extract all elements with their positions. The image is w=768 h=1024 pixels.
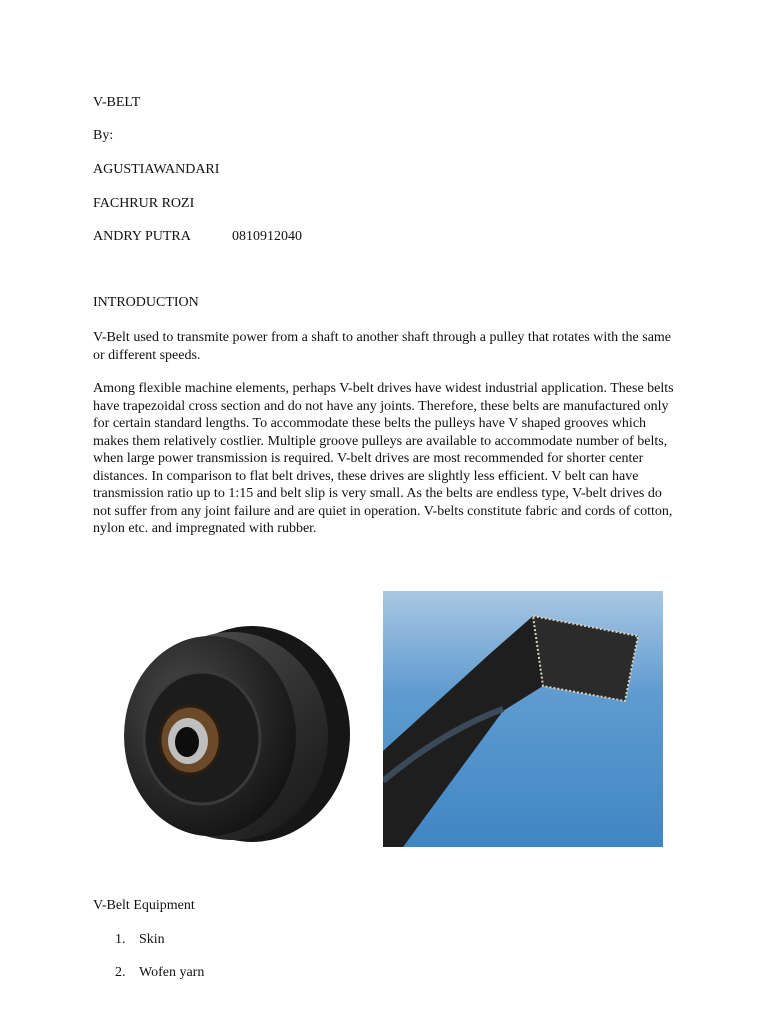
- author-name-1: AGUSTIAWANDARI: [93, 162, 220, 177]
- author-name-3: ANDRY PUTRA: [93, 229, 191, 244]
- equipment-heading: V-Belt Equipment: [93, 898, 195, 913]
- v-belt-image: [383, 591, 663, 847]
- list-label: Skin: [139, 932, 165, 947]
- pulley-image: [110, 608, 360, 848]
- intro-paragraph-1: V-Belt used to transmite power from a shaft to another shaft through a pulley that rotates with the same or different speeds.: [93, 330, 672, 363]
- author-name-2: FACHRUR ROZI: [93, 196, 195, 211]
- document-title: V-BELT: [93, 95, 141, 110]
- list-label: Wofen yarn: [139, 965, 205, 980]
- equipment-list-item: [115, 964, 204, 981]
- section-heading-introduction: INTRODUCTION: [93, 295, 199, 310]
- list-number: 2.: [115, 965, 126, 980]
- equipment-list-item: [115, 931, 165, 948]
- author-row-3: [93, 228, 493, 245]
- list-number: 1.: [115, 932, 126, 947]
- intro-paragraph-2: Among flexible machine elements, perhaps V-belt drives have widest industrial application. These belts have trapezoidal cross section and do not have any joints. Therefore, these belts are manufactured only for certain standard lengths. To accommodate these belts the pulleys have V shaped grooves which makes them relatively costlier. Multiple groove pulleys are available to accommodate number of belts, when large power transmission is required. V-belt drives are most recommended for shorter center distances. In comparison to flat belt drives, these drives are slightly less efficient. V belt can have transmission ratio up to 1:15 and belt slip is very small. As the belts are endless type, V-belt drives do not suffer from any joint failure and are quiet in operation. V-belts constitute fabric and cords of cotton, nylon etc. and impregnated with rubber.: [93, 381, 674, 536]
- by-label: By:: [93, 128, 114, 143]
- author-id-3: 0810912040: [232, 229, 302, 244]
